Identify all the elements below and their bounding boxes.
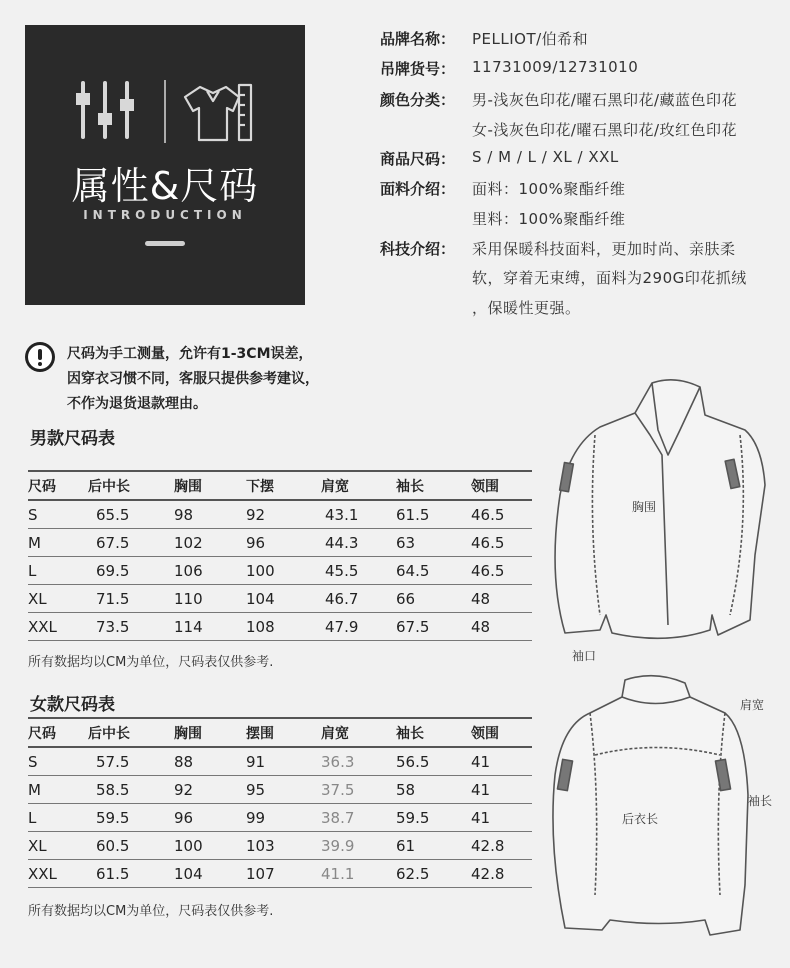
back-jacket-illustration: [553, 676, 748, 935]
notice-line-2: 因穿衣习惯不同，客服只提供参考建议，: [67, 371, 319, 387]
hero-underline: [145, 241, 185, 246]
table-row: XXL 61.5 104 107 41.1 62.5 42.8: [28, 860, 532, 888]
table-row: M 67.5 102 96 44.3 63 46.5: [28, 529, 532, 557]
table-header-row: 尺码 后中长 胸围 摆围 肩宽 袖长 领围: [28, 718, 532, 747]
table-row: XL 71.5 110 104 46.7 66 48: [28, 585, 532, 613]
hero-title: 属性&尺码: [71, 164, 259, 208]
front-jacket-illustration: [555, 380, 765, 639]
hero-subtitle: INTRODUCTION: [83, 208, 247, 222]
table-header-row: 尺码 后中长 胸围 下摆 肩宽 袖长 领围: [28, 471, 532, 500]
diagram-label-sleeve: 袖长: [748, 794, 773, 808]
attribute-icons: [25, 25, 305, 155]
diagram-label-shoulder: 肩宽: [740, 698, 765, 712]
warning-icon: [25, 342, 55, 372]
hero-banner: [25, 25, 305, 305]
men-size-title: 男款尺码表: [30, 429, 115, 449]
table-row: XL 60.5 100 103 39.9 61 42.8: [28, 832, 532, 860]
women-table-note: 所有数据均以CM为单位，尺码表仅供参考.: [28, 904, 274, 919]
diagram-label-cuff: 袖口: [572, 649, 597, 663]
table-row: M 58.5 92 95 37.5 58 41: [28, 776, 532, 804]
table-row: L 69.5 106 100 45.5 64.5 46.5: [28, 557, 532, 585]
table-row: L 59.5 96 99 38.7 59.5 41: [28, 804, 532, 832]
women-size-table: [28, 717, 532, 888]
men-table-note: 所有数据均以CM为单位，尺码表仅供参考.: [28, 655, 274, 670]
table-row: S 65.5 98 92 43.1 61.5 46.5: [28, 500, 532, 529]
shirt-ruler-icon: [185, 85, 251, 140]
table-row: S 57.5 88 91 36.3 56.5 41: [28, 747, 532, 776]
notice-line-1: 尺码为手工测量，允许有1-3CM误差，: [67, 346, 313, 362]
men-size-table: [28, 470, 532, 641]
diagram-label-chest: 胸围: [632, 500, 657, 514]
jacket-diagrams: [540, 375, 790, 965]
diagram-label-back-length: 后衣长: [622, 812, 659, 826]
women-size-title: 女款尺码表: [30, 695, 115, 715]
notice-line-3: 不作为退货退款理由。: [67, 396, 207, 412]
table-row: XXL 73.5 114 108 47.9 67.5 48: [28, 613, 532, 641]
sliders-icon: [78, 83, 132, 137]
